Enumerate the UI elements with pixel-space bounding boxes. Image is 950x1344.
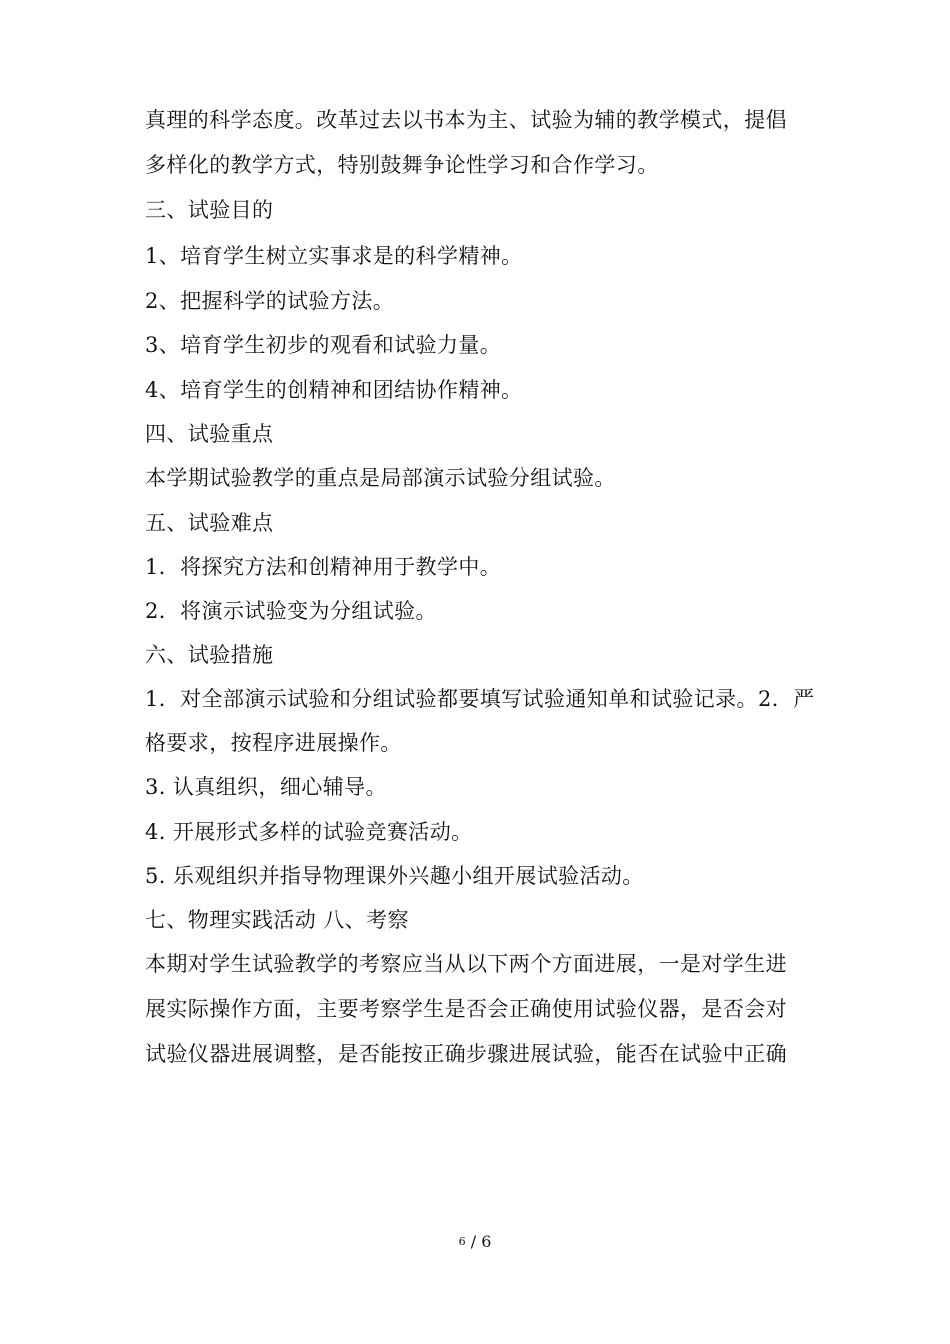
text-line: 展实际操作方面，主要考察学生是否会正确使用试验仪器，是否会对 bbox=[145, 997, 787, 1021]
list-item: 4. 开展形式多样的试验竞赛活动。 bbox=[145, 820, 473, 844]
section-heading: 三、试验目的 bbox=[145, 198, 274, 222]
text-line: 多样化的教学方式，特别鼓舞争论性学习和合作学习。 bbox=[145, 153, 659, 177]
page-number bbox=[0, 1232, 950, 1252]
section-heading: 五、试验难点 bbox=[145, 511, 274, 535]
text-line: 本期对学生试验教学的考察应当从以下两个方面进展，一是对学生进 bbox=[145, 952, 787, 976]
list-item: 3. 认真组织，细心辅导。 bbox=[145, 775, 387, 799]
list-item: 5. 乐观组织并指导物理课外兴趣小组开展试验活动。 bbox=[145, 864, 644, 888]
list-item: 1．对全部演示试验和分组试验都要填写试验通知单和试验记录。2．严 bbox=[145, 687, 815, 711]
section-heading: 七、物理实践活动 八、考察 bbox=[145, 908, 409, 932]
list-item: 1、培育学生树立实事求是的科学精神。 bbox=[145, 244, 523, 268]
current-page-number: 6 bbox=[458, 1235, 466, 1248]
total-pages: 6 bbox=[481, 1232, 492, 1251]
text-line: 试验仪器进展调整，是否能按正确步骤进展试验，能否在试验中正确 bbox=[145, 1042, 787, 1066]
list-item: 3、培育学生初步的观看和试验力量。 bbox=[145, 333, 502, 357]
section-heading: 六、试验措施 bbox=[145, 643, 274, 667]
text-line: 本学期试验教学的重点是局部演示试验分组试验。 bbox=[145, 466, 616, 490]
page-separator: / bbox=[465, 1232, 482, 1251]
list-item: 2．将演示试验变为分组试验。 bbox=[145, 599, 437, 623]
text-line: 格要求，按程序进展操作。 bbox=[145, 731, 402, 755]
section-heading: 四、试验重点 bbox=[145, 422, 274, 446]
list-item: 2、把握科学的试验方法。 bbox=[145, 289, 395, 313]
list-item: 4、培育学生的创精神和团结协作精神。 bbox=[145, 378, 523, 402]
text-line: 真理的科学态度。改革过去以书本为主、试验为辅的教学模式，提倡 bbox=[145, 108, 787, 132]
list-item: 1．将探究方法和创精神用于教学中。 bbox=[145, 555, 502, 579]
